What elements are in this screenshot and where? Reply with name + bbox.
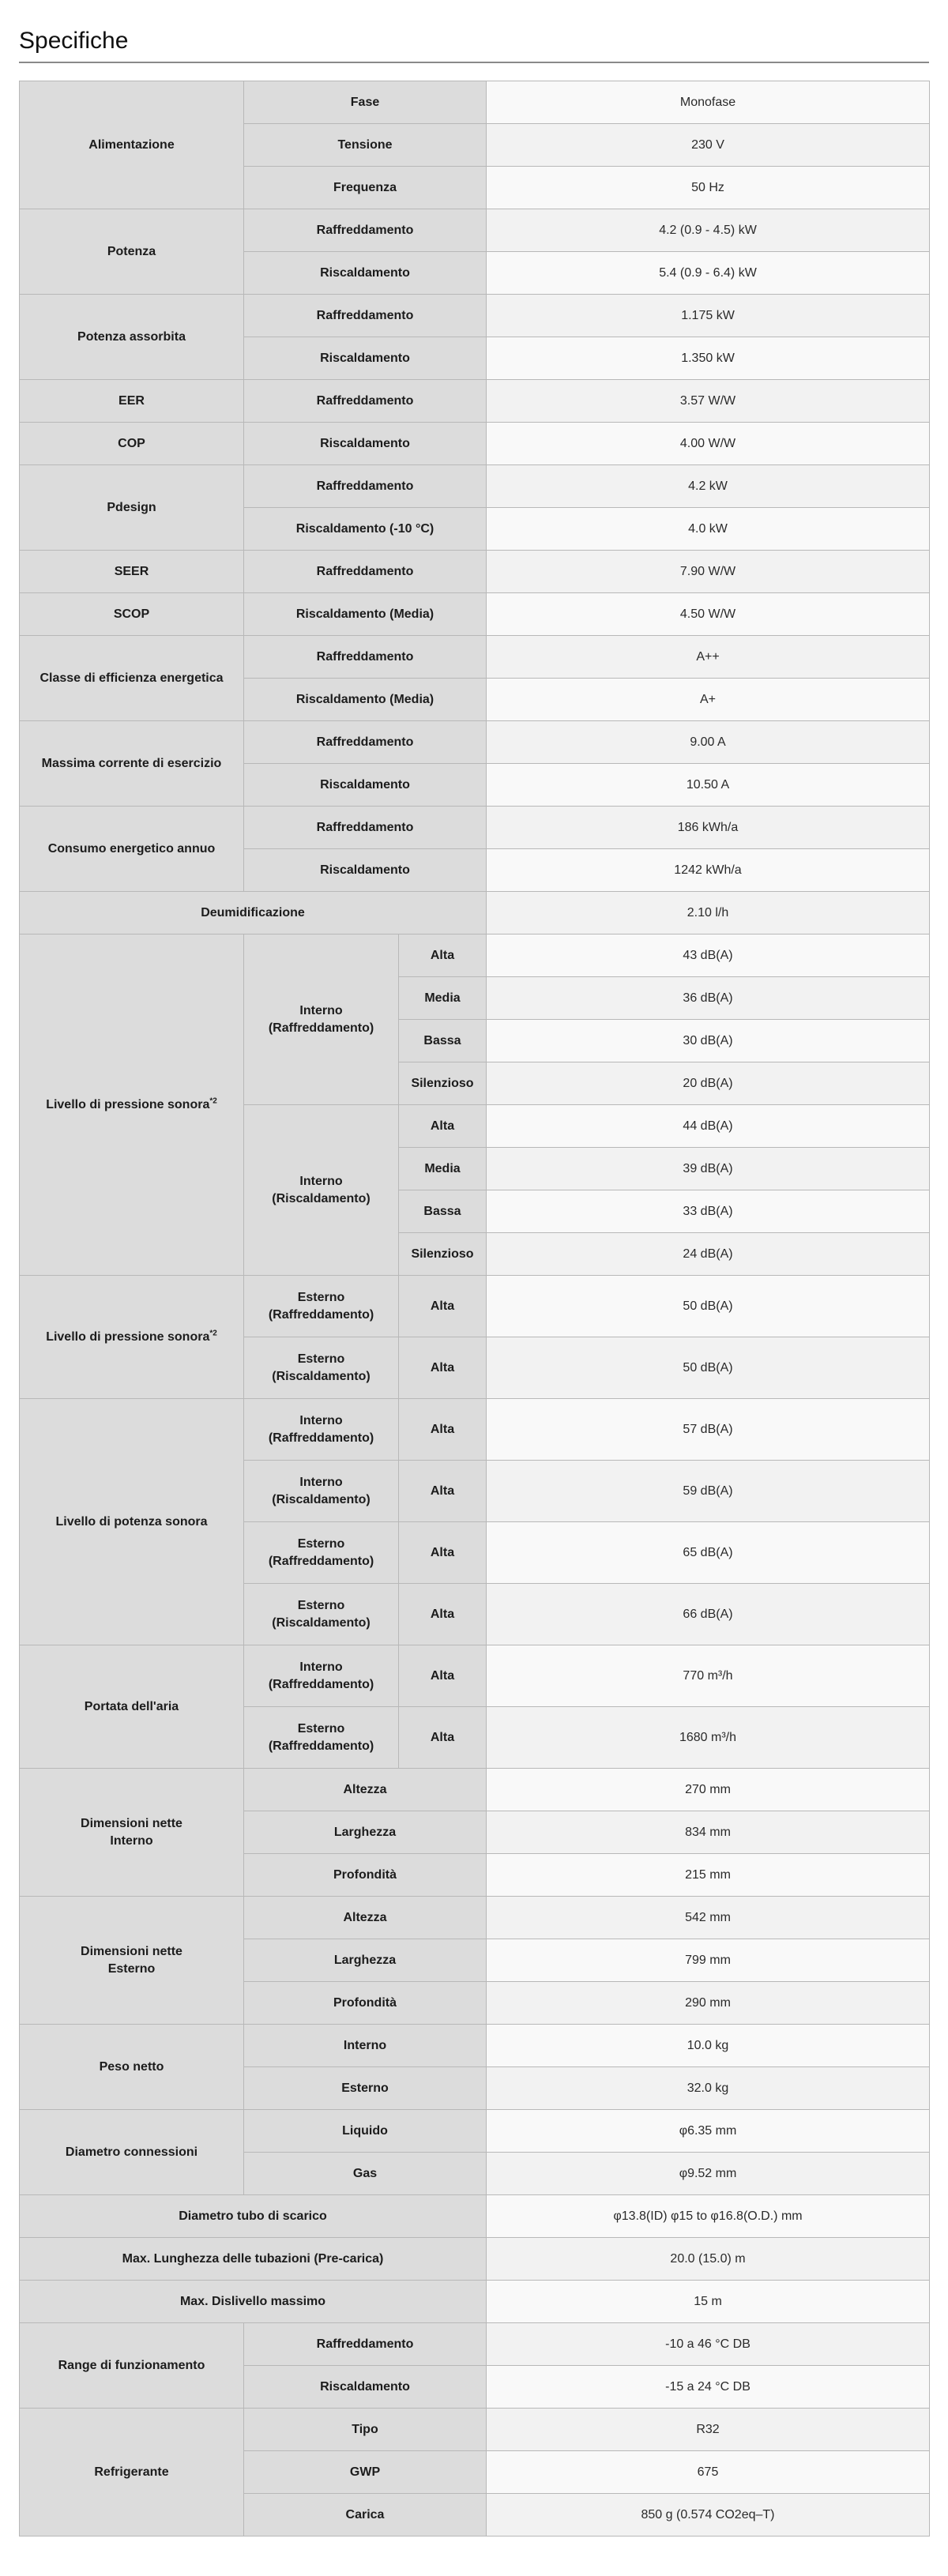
subgroup-label: [244, 1276, 399, 1337]
subgroup-line-2: (Raffreddamento): [268, 1677, 374, 1691]
row-value: 30 dB(A): [487, 1020, 930, 1062]
table-row: [20, 2025, 930, 2067]
row-value: 770 m³/h: [487, 1645, 930, 1707]
row-value: 290 mm: [487, 1982, 930, 2025]
row-label: Carica: [244, 2494, 487, 2537]
table-row: [20, 1897, 930, 1939]
table-row: [20, 2238, 930, 2281]
subgroup-line-2: (Raffreddamento): [268, 1021, 374, 1035]
subgroup-label: [244, 1461, 399, 1522]
row-label: Profondità: [244, 1854, 487, 1897]
row-value: 10.0 kg: [487, 2025, 930, 2067]
row-label: Fase: [244, 81, 487, 124]
row-value: 4.50 W/W: [487, 593, 930, 636]
subgroup-label: [244, 1584, 399, 1645]
row-label: Alta: [399, 1707, 487, 1769]
row-value: 4.00 W/W: [487, 423, 930, 465]
row-value: 215 mm: [487, 1854, 930, 1897]
subgroup-label: [244, 1522, 399, 1584]
subgroup-line-1: Interno: [299, 1475, 343, 1489]
table-row: [20, 1645, 930, 1707]
row-value: 50 Hz: [487, 167, 930, 209]
group-label: Massima corrente di esercizio: [20, 721, 244, 807]
subgroup-line-2: (Riscaldamento): [272, 1492, 371, 1506]
table-row: [20, 2323, 930, 2366]
row-label: Raffreddamento: [244, 380, 487, 423]
row-value: 32.0 kg: [487, 2067, 930, 2110]
subgroup-label: [244, 1105, 399, 1276]
subgroup-line-1: Interno: [299, 1174, 343, 1188]
row-value: 4.0 kW: [487, 508, 930, 551]
row-label: Raffreddamento: [244, 721, 487, 764]
row-value: 65 dB(A): [487, 1522, 930, 1584]
row-value: 4.2 kW: [487, 465, 930, 508]
subgroup-label: [244, 1337, 399, 1399]
table-row: [20, 551, 930, 593]
group-label: EER: [20, 380, 244, 423]
row-label: Diametro tubo di scarico: [20, 2195, 487, 2238]
row-label: Alta: [399, 1584, 487, 1645]
row-label: Alta: [399, 1645, 487, 1707]
row-value: 20.0 (15.0) m: [487, 2238, 930, 2281]
row-value: φ13.8(ID) φ15 to φ16.8(O.D.) mm: [487, 2195, 930, 2238]
footnote-marker: *2: [209, 1096, 217, 1106]
row-value: 186 kWh/a: [487, 807, 930, 849]
subgroup-line-2: (Raffreddamento): [268, 1307, 374, 1322]
subgroup-line-1: Interno: [299, 1660, 343, 1674]
row-label: Media: [399, 977, 487, 1020]
row-value: 24 dB(A): [487, 1233, 930, 1276]
row-label: Alta: [399, 1399, 487, 1461]
row-label: Raffreddamento: [244, 209, 487, 252]
row-label: Altezza: [244, 1769, 487, 1811]
row-value: φ6.35 mm: [487, 2110, 930, 2153]
table-row: [20, 721, 930, 764]
row-value: 50 dB(A): [487, 1337, 930, 1399]
row-value: 33 dB(A): [487, 1190, 930, 1233]
table-row: [20, 209, 930, 252]
subgroup-line-2: (Raffreddamento): [268, 1739, 374, 1753]
group-label: Peso netto: [20, 2025, 244, 2110]
subgroup-label: [244, 1645, 399, 1707]
page-title: Specifiche: [19, 0, 929, 63]
row-label: Profondità: [244, 1982, 487, 2025]
group-label: Potenza assorbita: [20, 295, 244, 380]
group-line-1: Dimensioni nette: [81, 1816, 182, 1830]
table-row: [20, 892, 930, 935]
row-label: Esterno: [244, 2067, 487, 2110]
row-value: 59 dB(A): [487, 1461, 930, 1522]
group-label: Classe di efficienza energetica: [20, 636, 244, 721]
row-value: 7.90 W/W: [487, 551, 930, 593]
subgroup-line-2: (Riscaldamento): [272, 1191, 371, 1205]
row-value: 1242 kWh/a: [487, 849, 930, 892]
row-label: Bassa: [399, 1020, 487, 1062]
row-label: Raffreddamento: [244, 551, 487, 593]
table-row: [20, 1769, 930, 1811]
subgroup-label: [244, 1399, 399, 1461]
row-label: Media: [399, 1148, 487, 1190]
row-label: GWP: [244, 2451, 487, 2494]
row-label: Altezza: [244, 1897, 487, 1939]
row-label: Riscaldamento (Media): [244, 679, 487, 721]
group-label-text: Livello di pressione sonora: [46, 1097, 210, 1111]
row-label: Max. Lunghezza delle tubazioni (Pre-carica): [20, 2238, 487, 2281]
group-label: Refrigerante: [20, 2409, 244, 2537]
row-value: 66 dB(A): [487, 1584, 930, 1645]
row-value: 36 dB(A): [487, 977, 930, 1020]
row-label: Alta: [399, 1105, 487, 1148]
row-label: Raffreddamento: [244, 465, 487, 508]
row-value: 4.2 (0.9 - 4.5) kW: [487, 209, 930, 252]
table-row: [20, 2195, 930, 2238]
table-row: [20, 2110, 930, 2153]
table-row: [20, 1276, 930, 1337]
row-label: Bassa: [399, 1190, 487, 1233]
group-label: Pdesign: [20, 465, 244, 551]
subgroup-line-2: (Raffreddamento): [268, 1554, 374, 1568]
row-label: Liquido: [244, 2110, 487, 2153]
group-label-text: Livello di pressione sonora: [46, 1329, 210, 1344]
row-label: Tensione: [244, 124, 487, 167]
row-value: 43 dB(A): [487, 935, 930, 977]
table-row: [20, 2281, 930, 2323]
row-label: Alta: [399, 1522, 487, 1584]
subgroup-line-1: Esterno: [297, 1721, 345, 1736]
group-label: SEER: [20, 551, 244, 593]
row-label: Riscaldamento: [244, 764, 487, 807]
row-value: 230 V: [487, 124, 930, 167]
row-value: 5.4 (0.9 - 6.4) kW: [487, 252, 930, 295]
row-value: 270 mm: [487, 1769, 930, 1811]
table-row: [20, 423, 930, 465]
subgroup-line-1: Esterno: [297, 1536, 345, 1551]
row-value: 542 mm: [487, 1897, 930, 1939]
group-line-2: Esterno: [107, 1961, 156, 1976]
row-label: Riscaldamento (Media): [244, 593, 487, 636]
row-label: Tipo: [244, 2409, 487, 2451]
row-label: Raffreddamento: [244, 636, 487, 679]
group-label: Potenza: [20, 209, 244, 295]
subgroup-line-1: Esterno: [297, 1352, 345, 1366]
row-label: Riscaldamento: [244, 849, 487, 892]
row-value: -10 a 46 °C DB: [487, 2323, 930, 2366]
row-value: A++: [487, 636, 930, 679]
row-label: Larghezza: [244, 1811, 487, 1854]
group-label: [20, 935, 244, 1276]
row-label: Gas: [244, 2153, 487, 2195]
subgroup-line-1: Interno: [299, 1413, 343, 1427]
subgroup-line-1: Esterno: [297, 1290, 345, 1304]
group-label: Livello di potenza sonora: [20, 1399, 244, 1645]
row-label: Larghezza: [244, 1939, 487, 1982]
row-label: Riscaldamento (-10 °C): [244, 508, 487, 551]
group-line-2: Interno: [110, 1833, 153, 1848]
row-value: Monofase: [487, 81, 930, 124]
subgroup-label: [244, 935, 399, 1105]
row-label: Riscaldamento: [244, 423, 487, 465]
table-row: [20, 380, 930, 423]
row-value: 850 g (0.574 CO2eq–T): [487, 2494, 930, 2537]
footnote-marker: *2: [209, 1329, 217, 1338]
subgroup-label: [244, 1707, 399, 1769]
row-value: 20 dB(A): [487, 1062, 930, 1105]
row-value: 2.10 l/h: [487, 892, 930, 935]
spec-table-wrapper: [19, 81, 929, 2537]
row-label: Alta: [399, 935, 487, 977]
row-label: Interno: [244, 2025, 487, 2067]
table-row: [20, 593, 930, 636]
row-value: R32: [487, 2409, 930, 2451]
row-label: Alta: [399, 1337, 487, 1399]
row-value: 675: [487, 2451, 930, 2494]
row-value: φ9.52 mm: [487, 2153, 930, 2195]
row-value: 15 m: [487, 2281, 930, 2323]
group-label: Range di funzionamento: [20, 2323, 244, 2409]
row-label: Frequenza: [244, 167, 487, 209]
subgroup-line-2: (Riscaldamento): [272, 1369, 371, 1383]
row-value: 44 dB(A): [487, 1105, 930, 1148]
row-value: 39 dB(A): [487, 1148, 930, 1190]
row-label: Max. Dislivello massimo: [20, 2281, 487, 2323]
table-row: [20, 295, 930, 337]
row-label: Alta: [399, 1276, 487, 1337]
table-row: [20, 807, 930, 849]
row-value: 1.175 kW: [487, 295, 930, 337]
row-value: 57 dB(A): [487, 1399, 930, 1461]
row-label: Raffreddamento: [244, 295, 487, 337]
row-label: Riscaldamento: [244, 337, 487, 380]
table-row: [20, 2409, 930, 2451]
group-label: Consumo energetico annuo: [20, 807, 244, 892]
table-row: [20, 935, 930, 977]
row-label: Deumidificazione: [20, 892, 487, 935]
table-row: [20, 1399, 930, 1461]
row-label: Alta: [399, 1461, 487, 1522]
row-value: 10.50 A: [487, 764, 930, 807]
spec-table: [19, 81, 930, 2537]
group-line-1: Dimensioni nette: [81, 1944, 182, 1958]
row-label: Riscaldamento: [244, 252, 487, 295]
subgroup-line-1: Interno: [299, 1003, 343, 1017]
subgroup-line-2: (Raffreddamento): [268, 1431, 374, 1445]
row-label: Silenzioso: [399, 1233, 487, 1276]
table-row: [20, 465, 930, 508]
row-value: A+: [487, 679, 930, 721]
group-label: SCOP: [20, 593, 244, 636]
row-value: 1.350 kW: [487, 337, 930, 380]
row-label: Riscaldamento: [244, 2366, 487, 2409]
row-value: 50 dB(A): [487, 1276, 930, 1337]
table-row: [20, 81, 930, 124]
row-label: Raffreddamento: [244, 807, 487, 849]
row-value: -15 a 24 °C DB: [487, 2366, 930, 2409]
row-value: 9.00 A: [487, 721, 930, 764]
row-label: Raffreddamento: [244, 2323, 487, 2366]
row-label: Silenzioso: [399, 1062, 487, 1105]
subgroup-line-1: Esterno: [297, 1598, 345, 1612]
row-value: 3.57 W/W: [487, 380, 930, 423]
group-label: COP: [20, 423, 244, 465]
row-value: 834 mm: [487, 1811, 930, 1854]
group-label: Portata dell'aria: [20, 1645, 244, 1769]
group-label: Diametro connessioni: [20, 2110, 244, 2195]
group-label: [20, 1897, 244, 2025]
subgroup-line-2: (Riscaldamento): [272, 1615, 371, 1630]
row-value: 1680 m³/h: [487, 1707, 930, 1769]
table-row: [20, 636, 930, 679]
group-label: [20, 1769, 244, 1897]
group-label: Alimentazione: [20, 81, 244, 209]
row-value: 799 mm: [487, 1939, 930, 1982]
group-label: [20, 1276, 244, 1399]
